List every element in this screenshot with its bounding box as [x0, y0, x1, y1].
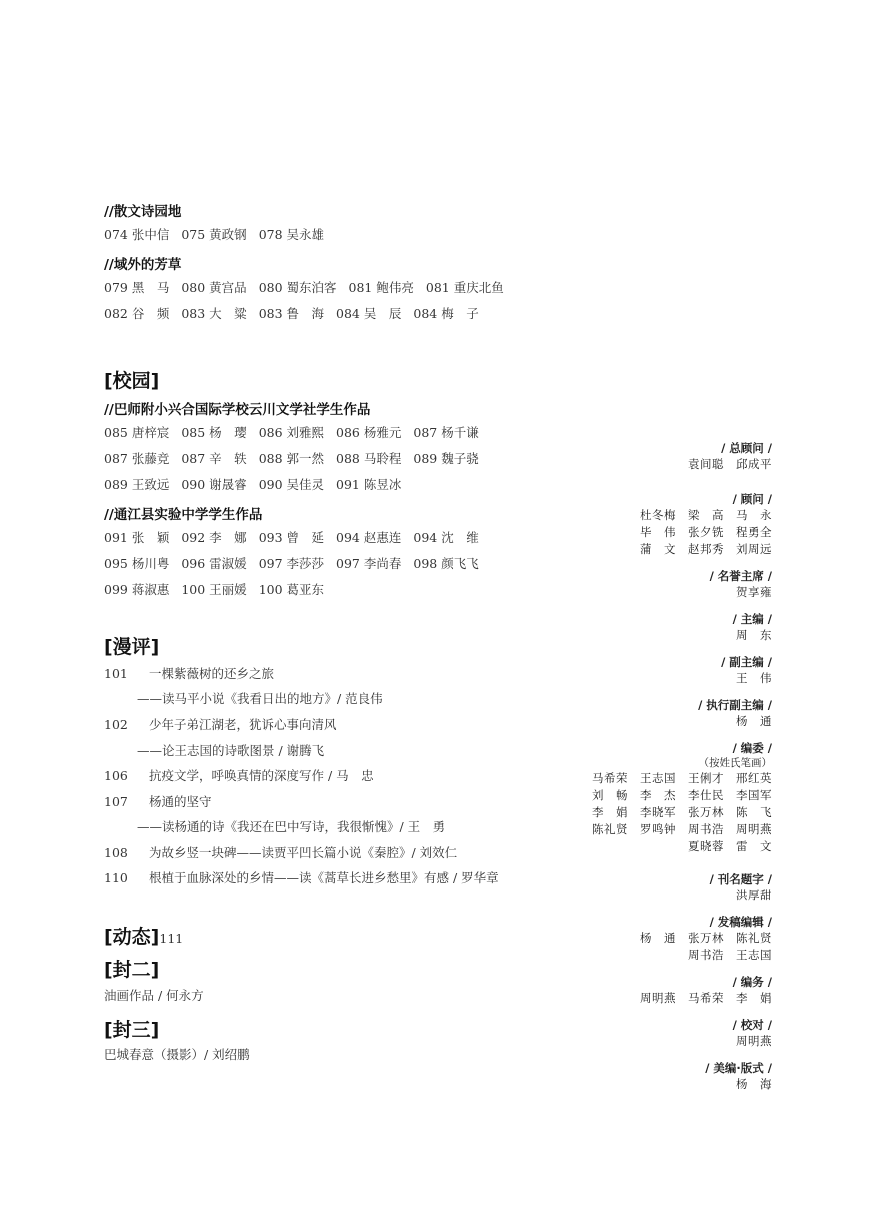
- toc-line: 091 张 颖 092 李 娜 093 曾 延 094 赵惠连 094 沈 维: [104, 530, 479, 545]
- staff-names: 夏晓蓉 雷 文: [688, 839, 772, 853]
- staff-names: 周 东: [736, 628, 772, 642]
- review-item: 110 根植于血脉深处的乡情——读《蒿草长进乡愁里》有感 / 罗华章: [104, 870, 499, 885]
- staff-role: / 美编·版式 /: [705, 1061, 772, 1075]
- section-title-review: [漫评]: [104, 636, 160, 658]
- subsection-heading-campus-1: //巴师附小兴合国际学校云川文学社学生作品: [104, 402, 371, 418]
- toc-line: 095 杨川粤 096 雷淑媛 097 李莎莎 097 李尚春 098 颜飞飞: [104, 556, 479, 571]
- review-item: 102 少年子弟江湖老，犹诉心事向清风: [104, 717, 337, 732]
- staff-block: [552, 568, 772, 601]
- staff-names: 周明燕 马希荣 李 娟: [640, 991, 772, 1005]
- review-item-sub: ——读杨通的诗《我还在巴中写诗，我很惭愧》/ 王 勇: [137, 819, 446, 834]
- toc-line: 074 张中信 075 黄政钢 078 吴永雄: [104, 227, 325, 242]
- section-title-campus: [校园]: [104, 370, 160, 392]
- staff-names: 马希荣 王志国 王俐才 邢红英: [592, 771, 772, 785]
- staff-names: 王 伟: [736, 671, 772, 685]
- subsection-heading-campus-2: //通江县实验中学学生作品: [104, 507, 263, 523]
- staff-role: / 发稿编辑 /: [709, 915, 772, 929]
- staff-names: 刘 畅 李 杰 李仕民 李国军: [592, 788, 772, 802]
- staff-note: （按姓氏笔画）: [698, 757, 772, 769]
- review-item: 106 抗疫文学，呼唤真情的深度写作 / 马 忠: [104, 768, 374, 783]
- staff-block: [552, 914, 772, 964]
- editorial-staff: [552, 430, 772, 1093]
- staff-block: [552, 697, 772, 730]
- toc-line: 099 蒋淑惠 100 王丽媛 100 葛亚东: [104, 582, 325, 597]
- staff-role: / 执行副主编 /: [698, 698, 772, 712]
- toc-line: 079 黑 马 080 黄宫品 080 蜀东泊客 081 鲍伟亮 081 重庆北鱼: [104, 280, 504, 295]
- staff-names: 杨 通: [736, 714, 772, 728]
- review-item: 107 杨通的坚守: [104, 794, 212, 809]
- staff-block: [552, 1060, 772, 1093]
- staff-names: 杜冬梅 梁 高 马 永: [640, 508, 772, 522]
- section-title-cover2: [封二]: [104, 959, 160, 981]
- staff-names: 陈礼贤 罗鸣钟 周书浩 周明燕: [592, 822, 772, 836]
- staff-block: [552, 440, 772, 473]
- section-heading-foreign: //域外的芳草: [104, 257, 182, 273]
- staff-role: / 主编 /: [732, 612, 772, 626]
- section-heading-prose: //散文诗园地: [104, 204, 182, 220]
- cover3-credit: 巴城春意（摄影）/ 刘绍鹏: [104, 1047, 250, 1062]
- news-page-number: 111: [159, 931, 184, 946]
- staff-block: [552, 1017, 772, 1050]
- staff-role: / 编委 /: [732, 741, 772, 755]
- review-item: 108 为故乡竖一块碑——读贾平凹长篇小说《秦腔》/ 刘效仁: [104, 845, 458, 860]
- staff-names: 贺享雍: [736, 585, 772, 599]
- staff-role: / 编务 /: [732, 975, 772, 989]
- staff-block: [552, 871, 772, 904]
- staff-block: [552, 740, 772, 855]
- staff-role: / 副主编 /: [721, 655, 772, 669]
- staff-role: / 总顾问 /: [721, 441, 772, 455]
- staff-role: / 刊名题字 /: [709, 872, 772, 886]
- review-item-sub: ——读马平小说《我看日出的地方》/ 范良伟: [137, 691, 383, 706]
- review-item-sub: ——论王志国的诗歌图景 / 谢腾飞: [137, 743, 325, 758]
- staff-names: 杨 通 张万林 陈礼贤: [640, 931, 772, 945]
- staff-names: 毕 伟 张夕铣 程勇全: [640, 525, 772, 539]
- cover2-credit: 油画作品 / 何永方: [104, 988, 204, 1003]
- staff-names: 周书浩 王志国: [688, 948, 772, 962]
- section-title-news: [动态]111: [104, 926, 184, 948]
- staff-block: [552, 654, 772, 687]
- staff-names: 洪厚甜: [736, 888, 772, 902]
- staff-names: 袁间聪 邱成平: [688, 457, 772, 471]
- toc-line: 087 张藤竞 087 辛 轶 088 郭一然 088 马聆程 089 魏子骁: [104, 451, 479, 466]
- section-title-cover3: [封三]: [104, 1019, 160, 1041]
- toc-line: 085 唐梓宸 085 杨 璎 086 刘雅熙 086 杨雅元 087 杨千谦: [104, 425, 479, 440]
- toc-line: 089 王致远 090 谢晟睿 090 吴佳灵 091 陈昱冰: [104, 477, 402, 492]
- review-item: 101 一棵紫薇树的还乡之旅: [104, 666, 275, 681]
- staff-block: [552, 974, 772, 1007]
- staff-block: [552, 491, 772, 558]
- staff-role: / 顾问 /: [732, 492, 772, 506]
- staff-names: 李 娟 李晓军 张万林 陈 飞: [592, 805, 772, 819]
- staff-names: 杨 海: [736, 1077, 772, 1091]
- staff-names: 周明燕: [736, 1034, 772, 1048]
- staff-block: [552, 611, 772, 644]
- toc-line: 082 谷 频 083 大 粱 083 鲁 海 084 吴 辰 084 梅 子: [104, 306, 479, 321]
- staff-role: / 名誉主席 /: [709, 569, 772, 583]
- staff-names: 蒲 文 赵邦秀 刘周远: [640, 542, 772, 556]
- staff-role: / 校对 /: [732, 1018, 772, 1032]
